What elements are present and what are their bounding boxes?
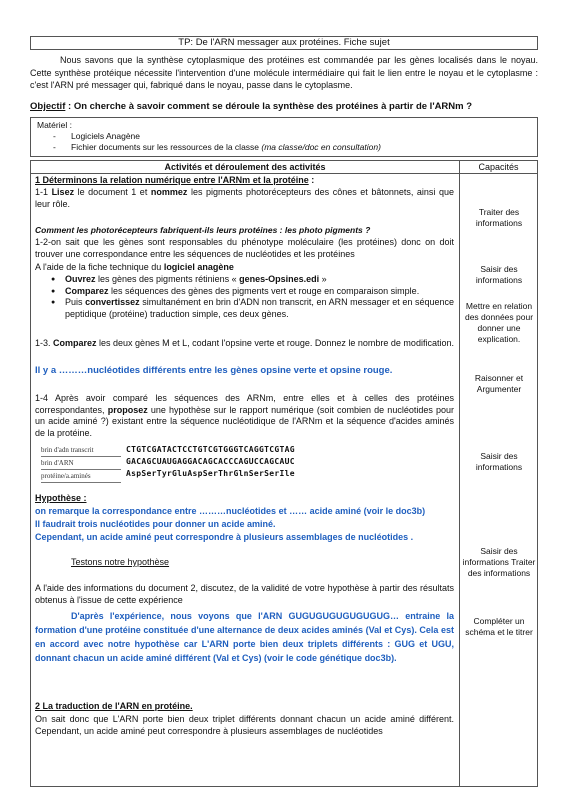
capacity-label: Saisir des informations [475, 264, 523, 285]
list-item: ● Comparez les séquences des gènes des pigments vert et rouge en comparaison simple. [55, 286, 454, 298]
column-header-capacities: Capacités [478, 162, 519, 172]
rna-sequence: GACAGCUAUGAGGACAGCACCCAGUCCAGCAUC [126, 457, 295, 466]
answer-1-3: Il y a ………nucléotides différents entre les gènes opsine verte et opsine rouge. [35, 365, 393, 376]
column-header-activities: Activités et déroulement des activités [164, 162, 326, 172]
page-title: TP: De l'ARN messager aux protéines. Fiche sujet [30, 36, 538, 50]
section-1-title: 1 Déterminons la relation numérique entre l'ARNm et la protéine : [35, 175, 315, 185]
material-item: - Logiciels Anagène [37, 131, 531, 142]
activities-table [30, 160, 538, 787]
section-2-text: On sait donc que L'ARN porte bien deux triplet différents donnant chacun un acide aminé différent. Cependant, un acide aminé peut correspondre à plusieurs assemblages de nucléotides [35, 714, 454, 736]
test-title: Testons notre hypothèse [71, 557, 170, 567]
intro-paragraph: Nous savons que la synthèse cytoplasmique des protéines est commandée par les gènes localisés dans le noyau. Cette synthèse protéique nécessite l'intervention d'une molécule intermédiaire qui fait le lien entre le noyau et le cytoplasme : c'est l'ARN pré messager qui, fabriqué dans le noyau, passe dans le cytoplasme. [30, 55, 538, 90]
capacity-label: Raisonner et Argumenter [474, 373, 524, 394]
sequence-label: protéine/a.aminés [41, 470, 121, 483]
technical-sheet-line: A l'aide de la fiche technique du logiciel anagène [35, 262, 234, 272]
materials-box [30, 117, 538, 157]
hypothesis-line: on remarque la correspondance entre ………nucléotides et …… acide aminé (voir le doc3b) [35, 506, 426, 516]
question-1-4: 1-4 Après avoir comparé les séquences des ARNm, entre elles et à celles des protéines correspondantes, proposez une hypothèse sur le rapport numérique (soit combien de nucléotides pour un acide aminé ?) existant entre la séquence nucléotidique de l'ARNm et la séquence d'acides aminés de la protéine. [35, 393, 455, 439]
test-instructions: A l'aide des informations du document 2, discutez, de la validité de votre hypothèse à partir des résultats obtenus à l'issue de cette expérience [35, 583, 454, 605]
capacity-label: Compléter un schéma et le titrer [465, 616, 533, 637]
test-answer: D'après l'expérience, nous voyons que l'ARN GUGUGUGUGUGUGUG… entraine la formation d'une protéine constituée d'une alternance de deux acides aminés (Val et Cys). Cela est en accord avec notre hypothèse car L'ARN porte bien deux triplets différents : GUG et UGU, donnant chacun un acide aminé différent (Val et Cys) (voir le code génétique doc3b). [35, 611, 454, 663]
capacity-label: Saisir des informations Traiter des informations [462, 546, 536, 578]
header-divider [31, 173, 537, 174]
section-2-title: 2 La traduction de l'ARN en protéine. [35, 701, 193, 711]
column-divider [459, 161, 460, 786]
dna-sequence: CTGTCGATACTCCTGTCGTGGGTCAGGTCGTAG [126, 445, 295, 454]
list-item: ● Puis convertissez simultanément en brin d'ADN non transcrit, en ARN messager et en séquence peptidique (protéine) traduction simple, ces deux gènes. [55, 297, 454, 320]
sequence-label: brin d'ARN [41, 457, 121, 470]
question-1-2: 1-2-on sait que les gènes sont responsables du phénotype moléculaire (les protéines) donc on doit trouver une correspondance entre les séquences de nucléotides et les protéines [35, 237, 454, 259]
capacity-label: Saisir des informations [475, 451, 523, 472]
list-item: ● Ouvrez les gènes des pigments rétiniens « genes-Opsines.edi » [55, 274, 454, 286]
sequence-figure [41, 444, 341, 482]
material-item: - Fichier documents sur les ressources de la classe (ma classe/doc en consultation) [37, 142, 531, 153]
capacity-label: Mettre en relation des données pour donner une explication. [464, 301, 534, 344]
protein-sequence: AspSerTyrGluAspSerThrGlnSerSerIle [126, 469, 295, 478]
question-1-3: 1-3. Comparez les deux gènes M et L, codant l'opsine verte et rouge. Donnez le nombre de modification. [35, 338, 454, 348]
materials-label: Matériel : [37, 120, 72, 130]
guiding-question: Comment les photorécepteurs fabriquent-ils leurs protéines : les photo pigments ? [35, 225, 371, 235]
objective: Objectif : On cherche à savoir comment se déroule la synthèse des protéines à partir de l'ARNm ? [30, 101, 473, 112]
capacity-label: Traiter des informations [475, 207, 523, 228]
hypothesis-label: Hypothèse : [35, 493, 87, 503]
question-1-1: 1-1 Lisez le document 1 et nommez les pigments photorécepteurs des cônes et bâtonnets, ainsi que leur rôle. [35, 187, 454, 209]
hypothesis-line: Cependant, un acide aminé peut correspondre à plusieurs assemblages de nucléotides . [35, 532, 414, 542]
sequence-label: brin d'adn transcrit [41, 444, 121, 457]
instruction-list [35, 274, 454, 321]
hypothesis-line: Il faudrait trois nucléotides pour donner un acide aminé. [35, 519, 276, 529]
